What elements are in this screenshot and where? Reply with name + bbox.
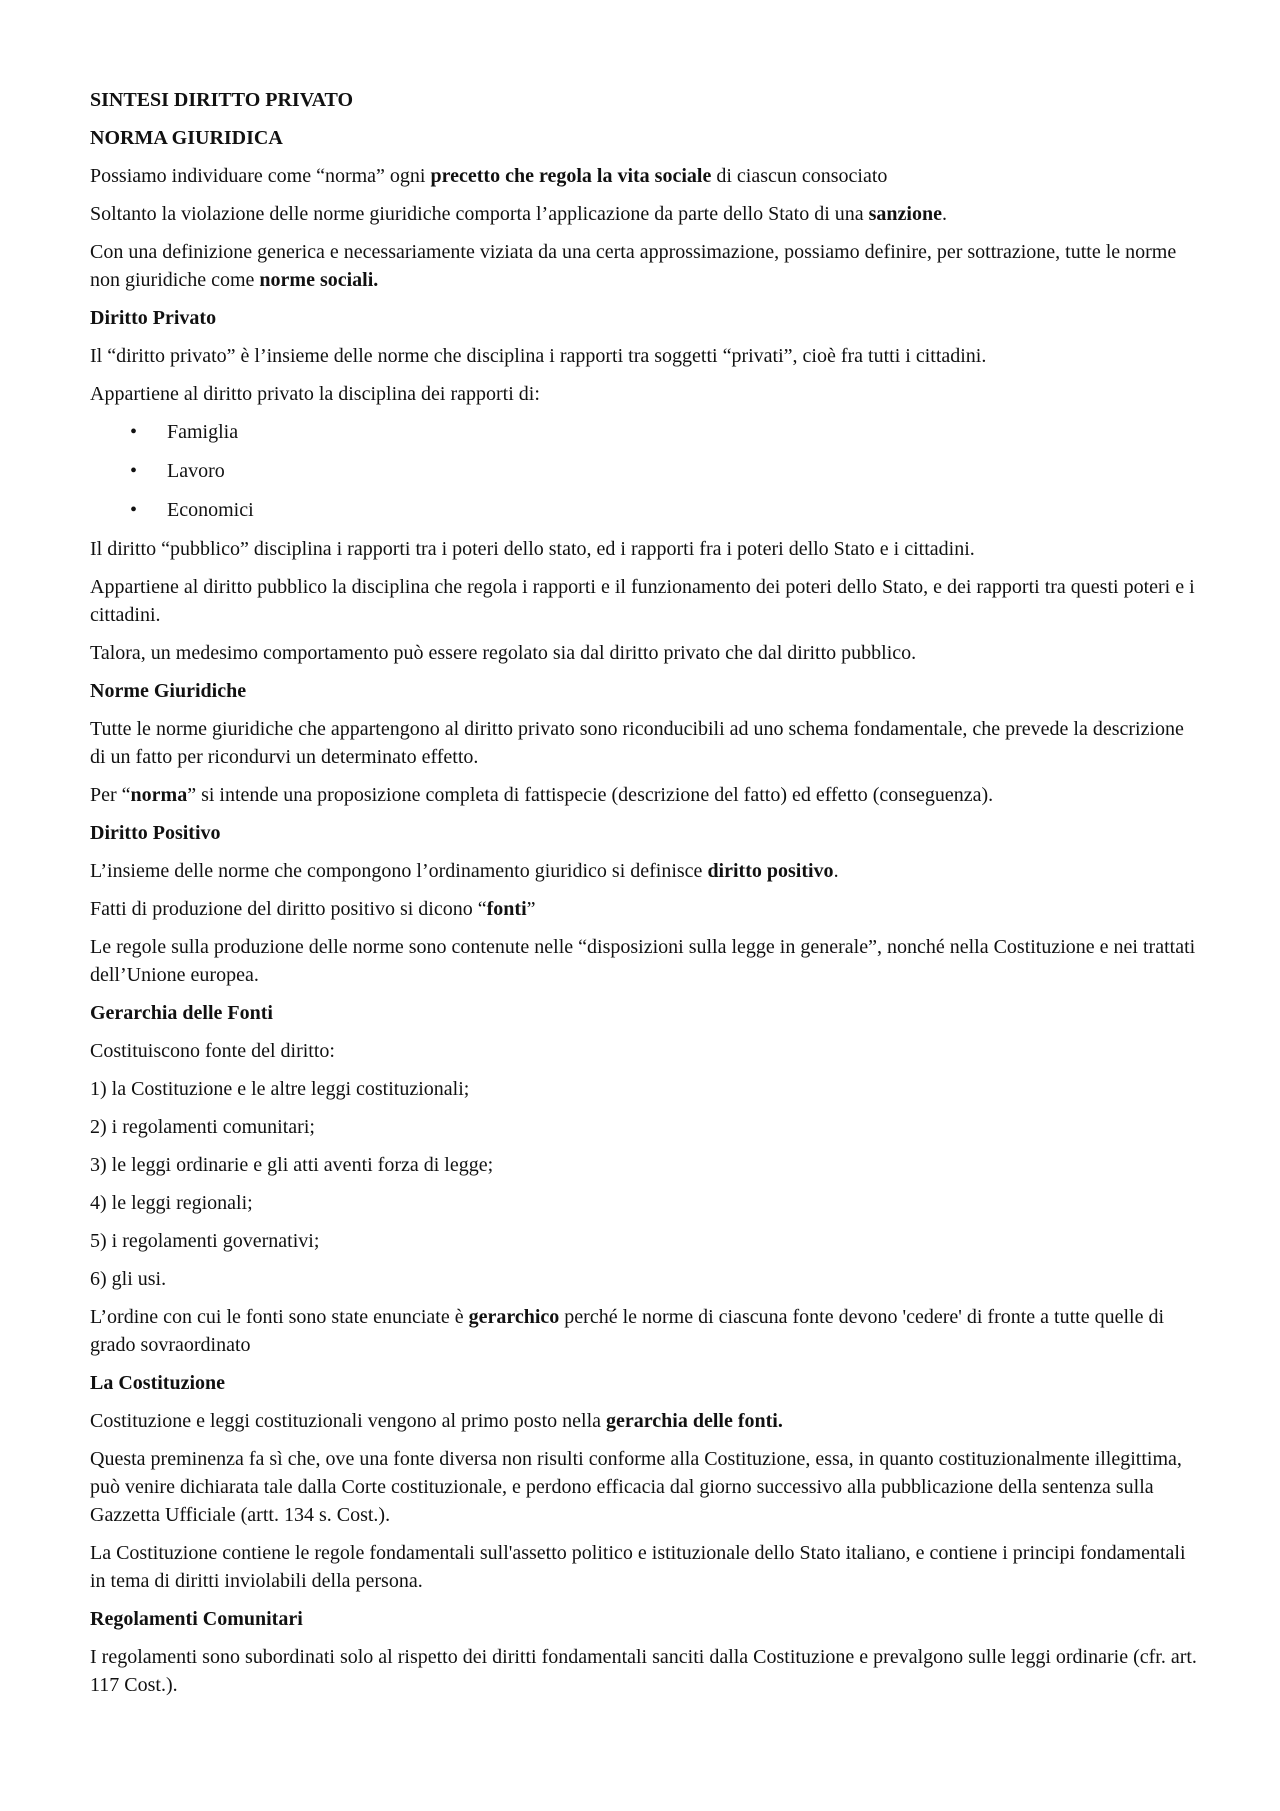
section-heading-norme-giuridiche: Norme Giuridiche (90, 680, 247, 702)
bullet-icon: • (130, 421, 138, 443)
numbered-item: 6) gli usi. (90, 1268, 167, 1290)
list-item: • Famiglia (90, 418, 1200, 446)
section-heading-costituzione: La Costituzione (90, 1372, 225, 1394)
section-heading-diritto-positivo: Diritto Positivo (90, 822, 221, 844)
paragraph: Talora, un medesimo comportamento può essere regolato sia dal diritto privato che dal diritto pubblico. (90, 642, 917, 664)
paragraph: Con una definizione generica e necessariamente viziata da una certa approssimazione, possiamo definire, per sottrazione, tutte le norme non giuridiche come norme sociali. (90, 241, 1177, 291)
bold-term: gerarchico (468, 1306, 560, 1328)
list-item: • Economici (90, 496, 1200, 524)
bullet-icon: • (130, 460, 138, 482)
paragraph: Le regole sulla produzione delle norme sono contenute nelle “disposizioni sulla legge in generale”, nonché nella Costituzione e nei trattati dell’Unione europea. (90, 936, 1196, 986)
paragraph: Possiamo individuare come “norma” ogni precetto che regola la vita sociale di ciascun consociato (90, 165, 888, 187)
bold-term: diritto positivo (707, 860, 834, 882)
paragraph: Fatti di produzione del diritto positivo si dicono “fonti” (90, 898, 536, 920)
paragraph: Costituzione e leggi costituzionali vengono al primo posto nella gerarchia delle fonti. (90, 1410, 783, 1432)
document-title: SINTESI DIRITTO PRIVATO (90, 89, 354, 111)
paragraph: Costituiscono fonte del diritto: (90, 1040, 335, 1062)
section-heading-norma-giuridica: NORMA GIURIDICA (90, 127, 283, 149)
paragraph: Appartiene al diritto pubblico la disciplina che regola i rapporti e il funzionamento dei poteri dello Stato, e dei rapporti tra questi poteri e i cittadini. (90, 576, 1195, 626)
numbered-item: 5) i regolamenti governativi; (90, 1230, 320, 1252)
bold-term: norme sociali. (259, 269, 379, 291)
paragraph: L’ordine con cui le fonti sono state enunciate è gerarchico perché le norme di ciascuna fonte devono 'cedere' di fronte a tutte quelle di grado sovraordinato (90, 1306, 1165, 1356)
bold-term: sanzione (868, 203, 942, 225)
bold-term: fonti (486, 898, 527, 920)
bold-term: gerarchia delle fonti. (606, 1410, 783, 1432)
paragraph: Tutte le norme giuridiche che appartengono al diritto privato sono riconducibili ad uno schema fondamentale, che prevede la descrizione di un fatto per ricondurvi un determinato effetto. (90, 718, 1184, 768)
numbered-item: 4) le leggi regionali; (90, 1192, 253, 1214)
section-heading-regolamenti-comunitari: Regolamenti Comunitari (90, 1608, 303, 1630)
numbered-item: 3) le leggi ordinarie e gli atti aventi forza di legge; (90, 1154, 494, 1176)
paragraph: Appartiene al diritto privato la disciplina dei rapporti di: (90, 383, 540, 405)
paragraph: Questa preminenza fa sì che, ove una fonte diversa non risulti conforme alla Costituzione, essa, in quanto costituzionalmente illegittima, può venire dichiarata tale dalla Corte costituzionale, e perdono efficacia dal giorno successivo alla pubblicazione della sentenza sulla Gazzetta Ufficiale (artt. 134 s. Cost.). (90, 1448, 1182, 1526)
paragraph: Il diritto “pubblico” disciplina i rapporti tra i poteri dello stato, ed i rapporti fra i poteri dello Stato e i cittadini. (90, 538, 975, 560)
paragraph: Soltanto la violazione delle norme giuridiche comporta l’applicazione da parte dello Stato di una sanzione. (90, 203, 947, 225)
numbered-item: 1) la Costituzione e le altre leggi costituzionali; (90, 1078, 470, 1100)
paragraph: Per “norma” si intende una proposizione completa di fattispecie (descrizione del fatto) ed effetto (conseguenza). (90, 784, 994, 806)
paragraph: Il “diritto privato” è l’insieme delle norme che disciplina i rapporti tra soggetti “privati”, cioè fra tutti i cittadini. (90, 345, 987, 367)
bold-term: norma (130, 784, 188, 806)
paragraph: I regolamenti sono subordinati solo al rispetto dei diritti fondamentali sanciti dalla Costituzione e prevalgono sulle leggi ordinarie (cfr. art. 117 Cost.). (90, 1646, 1197, 1696)
paragraph: La Costituzione contiene le regole fondamentali sull'assetto politico e istituzionale dello Stato italiano, e contiene i principi fondamentali in tema di diritti inviolabili della persona. (90, 1542, 1186, 1592)
section-heading-diritto-privato: Diritto Privato (90, 307, 217, 329)
bold-term: precetto che regola la vita sociale (430, 165, 712, 187)
section-heading-gerarchia-fonti: Gerarchia delle Fonti (90, 1002, 273, 1024)
paragraph: L’insieme delle norme che compongono l’ordinamento giuridico si definisce diritto positivo. (90, 860, 839, 882)
numbered-item: 2) i regolamenti comunitari; (90, 1116, 315, 1138)
bullet-icon: • (130, 499, 138, 521)
list-item: • Lavoro (90, 457, 1200, 485)
bullet-list (90, 418, 1200, 524)
